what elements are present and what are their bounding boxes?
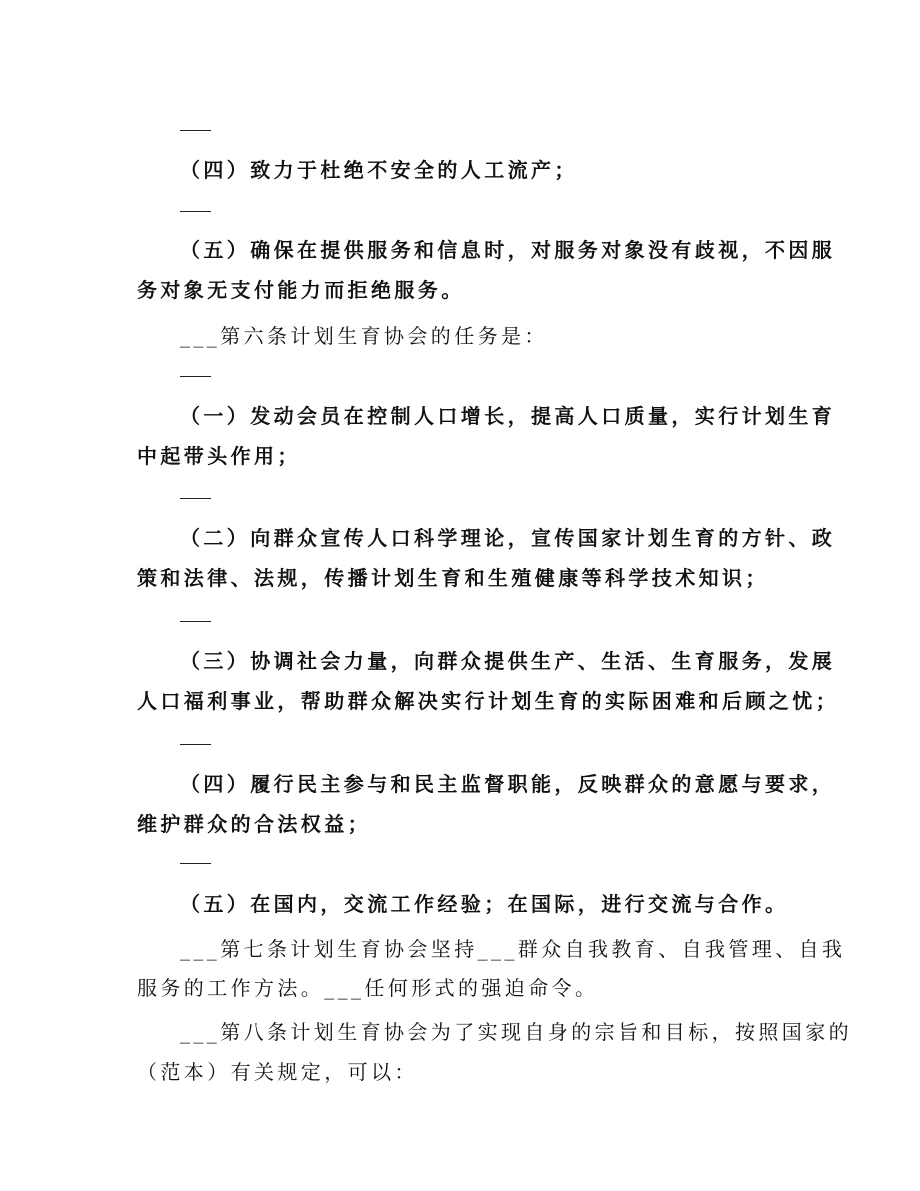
paragraph-line: （四）履行民主参与和民主监督职能，反映群众的意愿与要求， [180,772,836,796]
article-paragraph: ___第七条计划生育协会坚持___群众自我教育、自我管理、自我 [180,937,846,961]
separator-rule [180,621,211,622]
paragraph-line: （四）致力于杜绝不安全的人工流产； [180,158,578,182]
paragraph-line: 人口福利事业，帮助群众解决实行计划生育的实际困难和后顾之忧； [137,689,839,713]
article-paragraph: （范本）有关规定，可以： [137,1060,418,1084]
paragraph-line: （二）向群众宣传人口科学理论，宣传国家计划生育的方针、政 [180,526,836,550]
paragraph-line: （三）协调社会力量，向群众提供生产、生活、生育服务，发展 [180,649,836,673]
paragraph-line: 务对象无支付能力而拒绝服务。 [137,278,465,302]
separator-rule [180,863,211,864]
separator-rule [180,498,211,499]
article-heading: ___第六条计划生育协会的任务是： [180,324,548,348]
article-paragraph: ___第八条计划生育协会为了实现自身的宗旨和目标，按照国家的 [180,1020,852,1044]
paragraph-line: （五）确保在提供服务和信息时，对服务对象没有歧视，不因服 [180,238,836,262]
paragraph-line: 中起带头作用； [137,444,301,468]
paragraph-line: 策和法律、法规，传播计划生育和生殖健康等科学技术知识； [137,566,769,590]
article-paragraph: 服务的工作方法。___任何形式的强迫命令。 [137,976,599,1000]
separator-rule [180,744,211,745]
paragraph-line: （五）在国内，交流工作经验；在国际，进行交流与合作。 [180,892,789,916]
separator-rule [180,376,211,377]
separator-rule [180,211,211,212]
separator-rule [180,130,211,131]
paragraph-line: （一）发动会员在控制人口增长，提高人口质量，实行计划生育 [180,404,836,428]
paragraph-line: 维护群众的合法权益； [137,812,371,836]
